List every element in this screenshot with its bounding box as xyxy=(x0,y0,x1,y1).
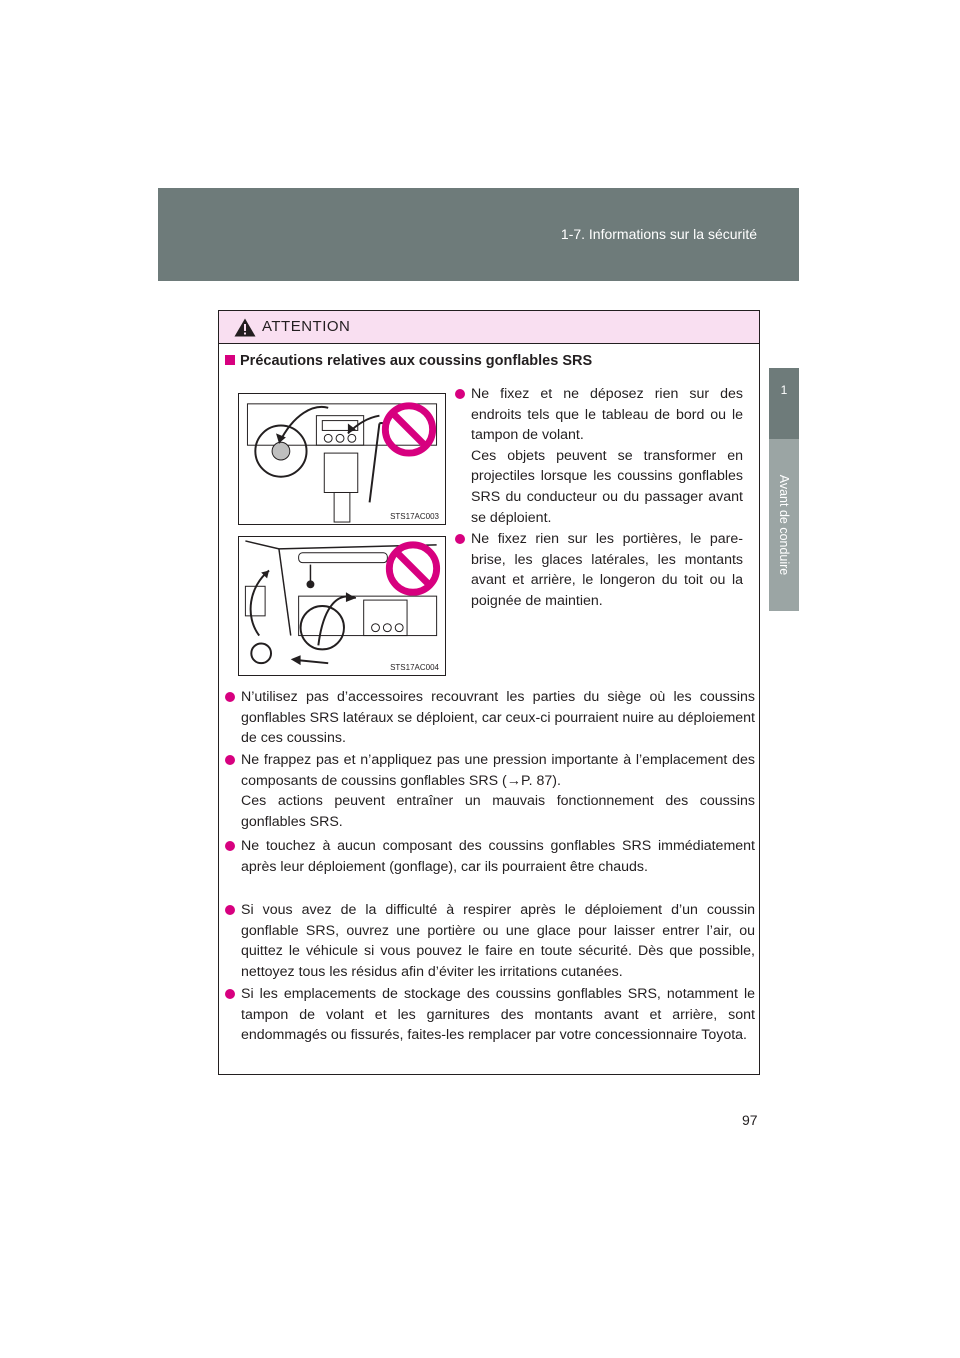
page-number: 97 xyxy=(742,1112,758,1128)
bullet-icon xyxy=(455,389,465,399)
list-item: Si les emplacements de stockage des coussins gonflables SRS, notamment le tampon de volant et les garnitures des montants avant et arrière, sont endommagés ou fissurés, faites-les remplacer par votre concessionnaire Toyota. xyxy=(241,984,755,1046)
warning-triangle-icon xyxy=(234,318,256,337)
section-title: 1-7. Informations sur la sécurité xyxy=(560,226,757,242)
warning-box xyxy=(218,310,760,1075)
figure-code: STS17AC004 xyxy=(390,663,439,672)
warning-section-title: Précautions relatives aux coussins gonflables SRS xyxy=(225,353,592,369)
warning-label: ATTENTION xyxy=(262,318,351,335)
figure-cabin xyxy=(238,536,446,676)
list-item: Ne touchez à aucun composant des coussins gonflables SRS immédiatement après leur déploiement (gonflage), car ils pourraient être chauds. xyxy=(241,836,755,877)
bullet-icon xyxy=(225,989,235,999)
list-item: Ne frappez pas et n’appliquez pas une pression importante à l’emplacement des composants de coussins gonflables SRS (→P. 87). Ces actions peuvent entraîner un mauvais fonctionnement des coussins gonflables SRS. xyxy=(241,750,755,832)
figure-code: STS17AC003 xyxy=(390,512,439,521)
square-bullet-icon xyxy=(225,355,235,365)
chapter-header-bar xyxy=(158,188,799,281)
figure-dashboard xyxy=(238,393,446,525)
bullet-icon xyxy=(225,905,235,915)
list-item: Ne fixez et ne déposez rien sur des endroits tels que le tableau de bord ou le tampon de volant. Ces objets peuvent se transformer en projectiles lorsque les coussins gonflables SRS du conducteur ou du passager avant se déploient. xyxy=(471,384,743,528)
bullet-icon xyxy=(225,692,235,702)
chapter-title: Avant de conduire xyxy=(777,474,791,576)
cabin-illustration xyxy=(239,537,445,675)
warning-header xyxy=(219,311,759,344)
chapter-number: 1 xyxy=(769,368,799,439)
bullet-icon xyxy=(225,841,235,851)
list-item: N’utilisez pas d’accessoires recouvrant les parties du siège où les coussins gonflables SRS latéraux se déploient, car ceux-ci pourraient nuire au déploiement de ces coussins. xyxy=(241,687,755,749)
list-item: Ne fixez rien sur les portières, le pare-brise, les glaces latérales, les montants avant et arrière, le longeron du toit ou la poignée de maintien. xyxy=(471,529,743,611)
bullet-icon xyxy=(455,534,465,544)
list-item: Si vous avez de la difficulté à respirer après le déploiement d’un coussin gonflable SRS, ouvrez une portière ou une glace pour laisser entrer l’air, ou quittez le véhicule si vous pouvez le faire en toute sécurité. Dès que possible, nettoyez tous les résidus afin d’éviter les irritations cutanées. xyxy=(241,900,755,982)
dashboard-illustration xyxy=(239,394,445,524)
bullet-icon xyxy=(225,755,235,765)
chapter-tab xyxy=(769,439,799,611)
